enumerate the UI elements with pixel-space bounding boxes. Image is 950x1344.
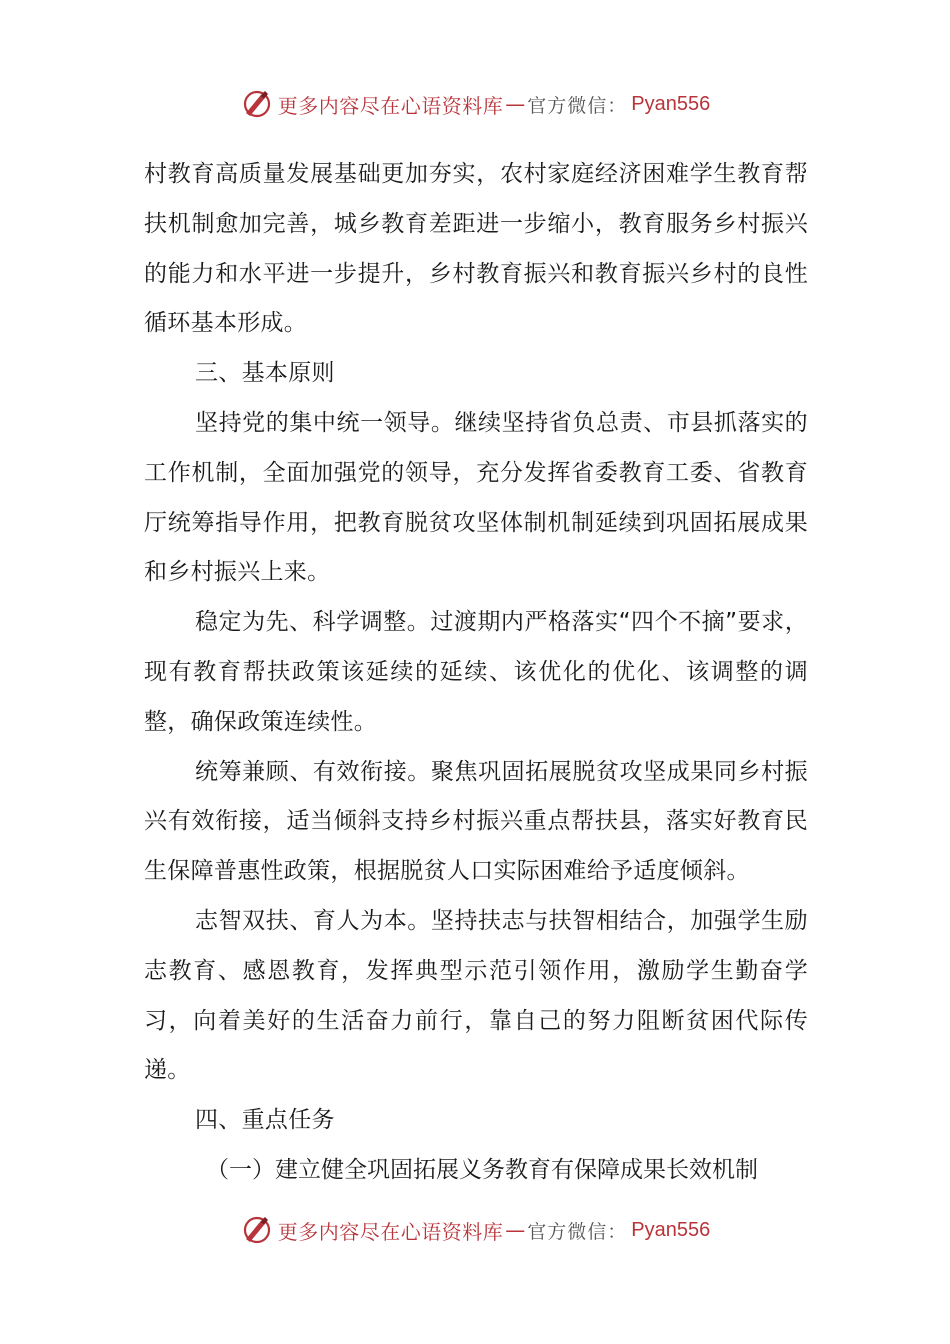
paragraph-stability-first: 稳定为先、科学调整。过渡期内严格落实“四个不摘”要求，现有教育帮扶政策该延续的延续、该优化的优化、该调整的调整，确保政策连续性。 <box>144 609 808 735</box>
banner-text: 更多内容尽在心语资料库 <box>277 1219 504 1244</box>
paragraph-party-leadership: 坚持党的集中统一领导。继续坚持省负总责、市县抓落实的工作机制，全面加强党的领导，充分发挥省委教育工委、省教育厅统筹指导作用，把教育脱贫攻坚体制机制延续到巩固拓展成果和乡村振兴上来。 <box>144 409 808 586</box>
header-watermark-banner <box>0 84 950 124</box>
pen-circle-logo-icon <box>240 1213 274 1247</box>
paragraph-aspiration-wisdom: 志智双扶、育人为本。坚持扶志与扶智相结合，加强学生励志教育、感恩教育，发挥典型示范引领作用，激励学生勤奋学习，向着美好的生活奋力前行，靠自己的努力阻断贫困代际传递。 <box>144 907 808 1084</box>
banner-dash: — <box>505 92 526 116</box>
document-body <box>144 150 808 1196</box>
paragraph-coordination: 统筹兼顾、有效衔接。聚焦巩固拓展脱贫攻坚成果同乡村振兴有效衔接，适当倾斜支持乡村振兴重点帮扶县，落实好教育民生保障普惠性政策，根据脱贫人口实际困难给予适度倾斜。 <box>144 758 808 885</box>
banner-dash: — <box>505 1218 526 1242</box>
banner-wechat-id: Pyan556 <box>631 1218 711 1241</box>
section-heading-key-tasks: 四、重点任务 <box>195 1107 335 1134</box>
banner-wechat-label: 官方微信： <box>527 1220 628 1243</box>
pen-circle-logo-icon <box>240 87 274 121</box>
subsection-heading-1: （一）建立健全巩固拓展义务教育有保障成果长效机制 <box>206 1156 758 1183</box>
section-heading-principles: 三、基本原则 <box>195 360 335 387</box>
banner-text: 更多内容尽在心语资料库 <box>277 93 504 118</box>
paragraph-continuation: 村教育高质量发展基础更加夯实，农村家庭经济困难学生教育帮扶机制愈加完善，城乡教育差距进一步缩小，教育服务乡村振兴的能力和水平进一步提升，乡村教育振兴和教育振兴乡村的良性循环基本形成。 <box>144 161 808 337</box>
banner-wechat-id: Pyan556 <box>631 92 711 115</box>
footer-watermark-banner <box>0 1210 950 1250</box>
banner-wechat-label: 官方微信： <box>527 94 628 117</box>
